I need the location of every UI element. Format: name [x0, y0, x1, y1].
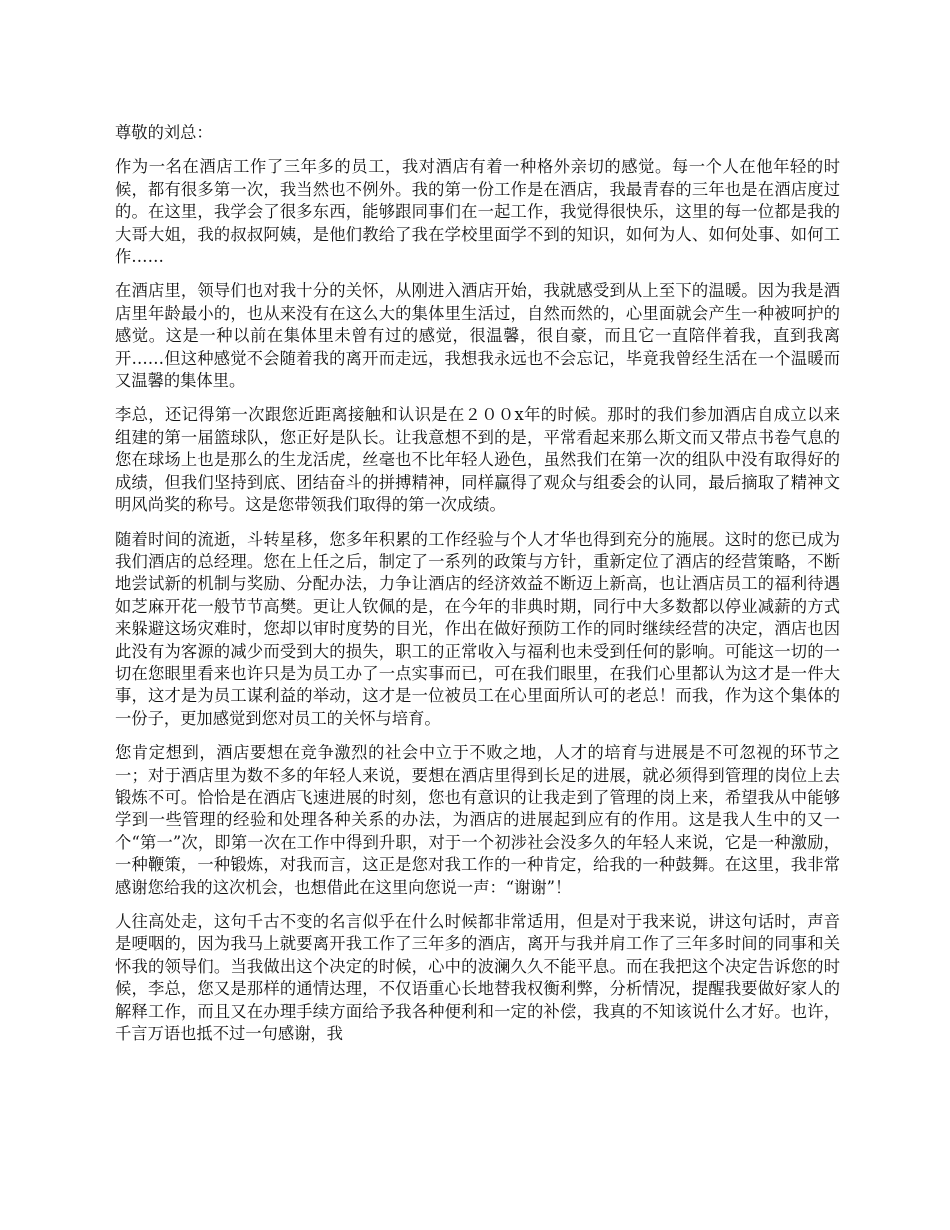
- paragraph-5: 您肯定想到，酒店要想在竞争激烈的社会中立于不败之地，人才的培育与进展是不可忽视的环节之一；对于酒店里为数不多的年轻人来说，要想在酒店里得到长足的进展，就必须得到管理的岗位上去锻炼不可。恰恰是在酒店飞速进展的时刻，您也有意识的让我走到了管理的岗上来，希望我从中能够学到一些管理的经验和处理各种关系的办法，为酒店的进展起到应有的作用。这是我人生中的又一个“第一”次，即第一次在工作中得到升职，对于一个初涉社会没多久的年轻人来说，它是一种激励，一种鞭策，一种锻炼，对我而言，这正是您对我工作的一种肯定，给我的一种鼓舞。在这里，我非常感谢您给我的这次机会，也想借此在这里向您说一声：“谢谢”！: [115, 743, 840, 897]
- paragraph-2: 在酒店里，领导们也对我十分的关怀，从刚进入酒店开始，我就感受到从上至下的温暖。因为我是酒店里年龄最小的，也从来没有在这么大的集体里生活过，自然而然的，心里面就会产生一种被呵护的感觉。这是一种以前在集体里未曾有过的感觉，很温馨，很自豪，而且它一直陪伴着我，直到我离开……但这种感觉不会随着我的离开而走远，我想我永远也不会忘记，毕竟我曾经生活在一个温暖而又温馨的集体里。: [115, 281, 840, 391]
- paragraph-1: 作为一名在酒店工作了三年多的员工，我对酒店有着一种格外亲切的感觉。每一个人在他年轻的时候，都有很多第一次，我当然也不例外。我的第一份工作是在酒店，我最青春的三年也是在酒店度过的。在这里，我学会了很多东西，能够跟同事们在一起工作，我觉得很快乐，这里的每一位都是我的大哥大姐，我的叔叔阿姨，是他们教给了我在学校里面学不到的知识，如何为人、如何处事、如何工作……: [115, 157, 840, 267]
- paragraph-6: 人往高处走，这句千古不变的名言似乎在什么时候都非常适用，但是对于我来说，讲这句话时，声音是哽咽的，因为我马上就要离开我工作了三年多的酒店，离开与我并肩工作了三年多时间的同事和关怀我的领导们。当我做出这个决定的时候，心中的波澜久久不能平息。而在我把这个决定告诉您的时候，李总，您又是那样的通情达理，不仅语重心长地替我权衡利弊，分析情况，提醒我要做好家人的解释工作，而且又在办理手续方面给予我各种便利和一定的补偿，我真的不知该说什么才好。也许，千言万语也抵不过一句感谢，我: [115, 912, 840, 1044]
- paragraph-4: 随着时间的流逝，斗转星移，您多年积累的工作经验与个人才华也得到充分的施展。这时的您已成为我们酒店的总经理。您在上任之后，制定了一系列的政策与方针，重新定位了酒店的经营策略，不断地尝试新的机制与奖励、分配办法，力争让酒店的经济效益不断迈上新高，也让酒店员工的福利待遇如芝麻开花一般节节高樊。更让人钦佩的是，在今年的非典时期，同行中大多数都以停业减薪的方式来躲避这场灾难时，您却以审时度势的目光，作出在做好预防工作的同时继续经营的决定，酒店也因此没有为客源的减少而受到大的损失，职工的正常收入与福利也未受到任何的影响。可能这一切的一切在您眼里看来也许只是为员工办了一点实事而已，可在我们眼里，在我们心里都认为这才是一件大事，这才是为员工谋利益的举动，这才是一位被员工在心里面所认可的老总！而我，作为这个集体的一份子，更加感觉到您对员工的关怀与培育。: [115, 529, 840, 728]
- salutation: 尊敬的刘总：: [115, 123, 213, 142]
- letter-body: [115, 122, 840, 1057]
- paragraph-3: 李总，还记得第一次跟您近距离接触和认识是在２００x年的时候。那时的我们参加酒店自成立以来组建的第一届篮球队，您正好是队长。让我意想不到的是，平常看起来那么斯文而又带点书卷气息的您在球场上也是那么的生龙活虎，丝毫也不比年轻人逊色，虽然我们在第一次的组队中没有取得好的成绩，但我们坚持到底、团结奋斗的拼搏精神，同样赢得了观众与组委会的认同，最后摘取了精神文明风尚奖的称号。这是您带领我们取得的第一次成绩。: [115, 405, 840, 515]
